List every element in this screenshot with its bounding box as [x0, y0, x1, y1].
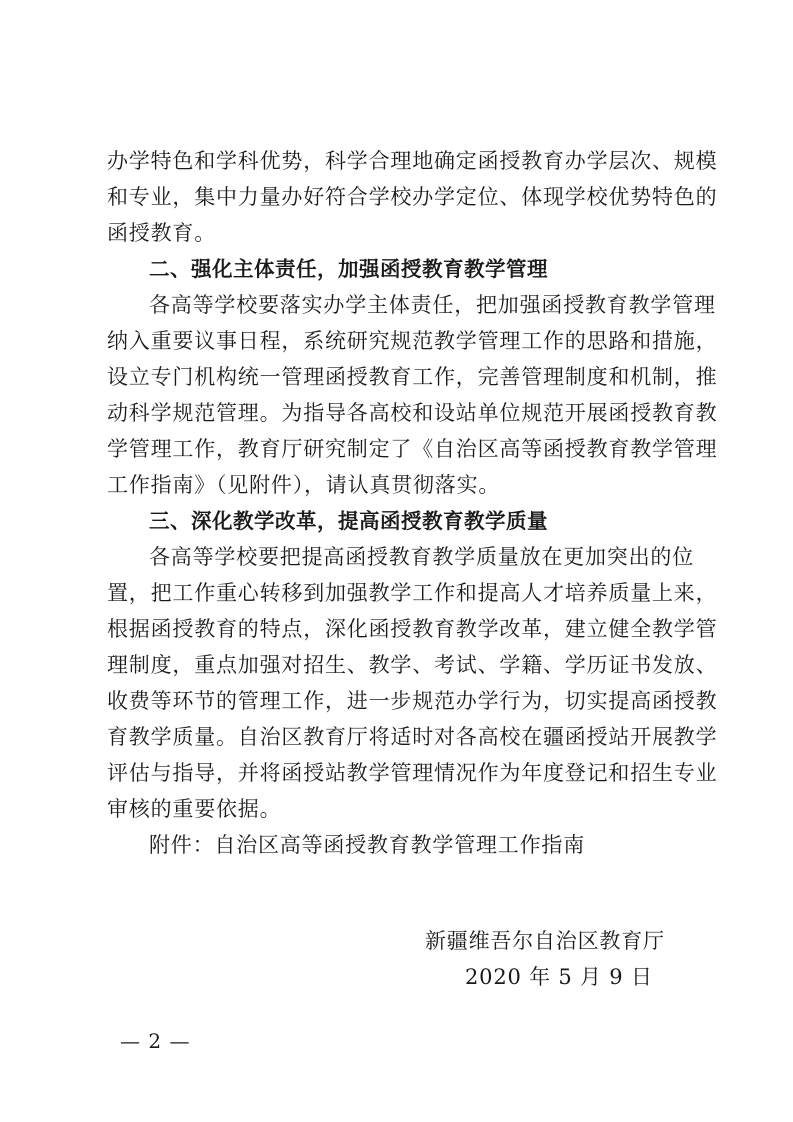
section3-line: 收费等环节的管理工作，进一步规范办学行为，切实提高函授教: [107, 689, 718, 713]
body-line: 函授教育。: [107, 221, 216, 245]
section2-line: 学管理工作，教育厅研究制定了《自治区高等函授教育教学管理: [107, 437, 718, 461]
section2-line: 动科学规范管理。为指导各高校和设站单位规范开展函授教育教: [107, 401, 718, 425]
section2-line: 纳入重要议事日程，系统研究规范教学管理工作的思路和措施，: [107, 329, 718, 353]
attachment-line: 附件：自治区高等函授教育教学管理工作指南: [149, 833, 585, 857]
section3-line: 育教学质量。自治区教育厅将适时对各高校在疆函授站开展教学: [107, 725, 718, 749]
section2-line: 设立专门机构统一管理函授教育工作，完善管理制度和机制，推: [107, 365, 718, 389]
signature-organization: 新疆维吾尔自治区教育厅: [425, 929, 665, 953]
section-heading-3: 三、深化教学改革，提高函授教育教学质量: [149, 509, 548, 533]
section3-line: 置，把工作重心转移到加强教学工作和提高人才培养质量上来，: [107, 581, 718, 605]
section2-line: 各高等学校要落实办学主体责任，把加强函授教育教学管理: [149, 293, 716, 317]
section3-line: 理制度，重点加强对招生、教学、考试、学籍、学历证书发放、: [107, 653, 718, 677]
section-heading-2: 二、强化主体责任，加强函授教育教学管理: [149, 257, 548, 281]
body-line: 和专业，集中力量办好符合学校办学定位、体现学校优势特色的: [107, 185, 718, 209]
section3-line: 审核的重要依据。: [107, 797, 282, 821]
section3-line: 评估与指导，并将函授站教学管理情况作为年度登记和招生专业: [107, 761, 718, 785]
section3-line: 各高等学校要把提高函授教育教学质量放在更加突出的位: [149, 545, 694, 569]
section3-line: 根据函授教育的特点，深化函授教育教学改革，建立健全教学管: [107, 617, 718, 641]
signature-date: 2020 年 5 月 9 日: [465, 965, 653, 989]
page-number: — 2 —: [120, 1029, 191, 1053]
section2-line: 工作指南》（见附件），请认真贯彻落实。: [107, 473, 501, 497]
body-line: 办学特色和学科优势，科学合理地确定函授教育办学层次、规模: [107, 149, 718, 173]
